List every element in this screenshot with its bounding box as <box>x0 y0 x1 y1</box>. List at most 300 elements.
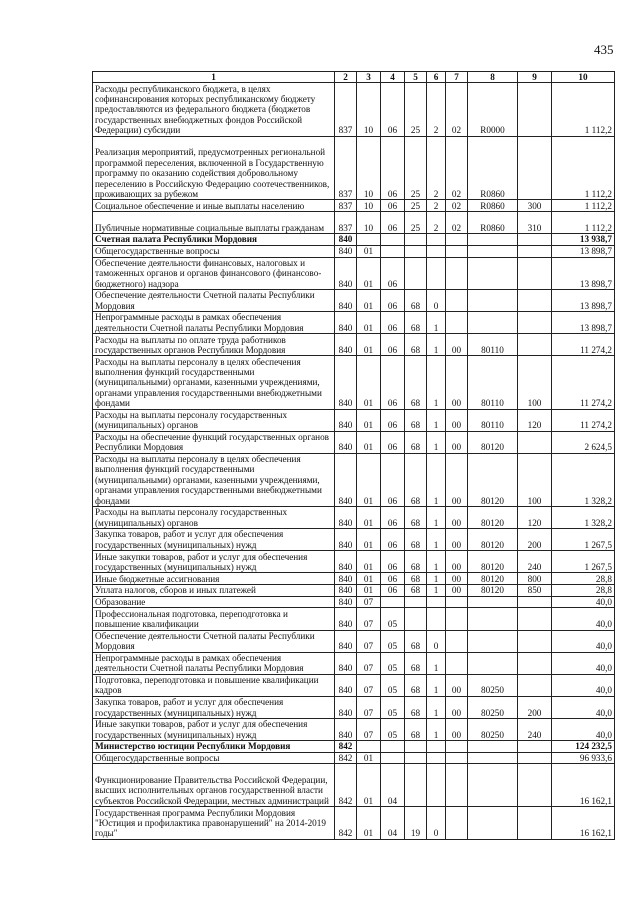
section-cell: 01 <box>357 551 381 573</box>
table-row <box>93 409 615 431</box>
program-cell <box>405 596 427 608</box>
program-cell: 68 <box>405 507 427 529</box>
subsection-cell <box>381 245 405 257</box>
subsection-cell: 05 <box>381 674 405 696</box>
column-header-3: 3 <box>357 72 381 83</box>
code-cell: 842 <box>335 752 357 764</box>
program-cell <box>405 608 427 630</box>
program-cell: 25 <box>405 136 427 200</box>
subsection-cell: 06 <box>381 212 405 234</box>
event-cell: 00 <box>446 529 468 551</box>
event-cell <box>446 608 468 630</box>
expense-type-cell: 300 <box>518 200 552 212</box>
program-cell: 68 <box>405 529 427 551</box>
code-cell: 837 <box>335 212 357 234</box>
column-header-2: 2 <box>335 72 357 83</box>
column-header-7: 7 <box>446 72 468 83</box>
expense-type-cell <box>518 608 552 630</box>
target-article-cell: 80250 <box>468 674 518 696</box>
code-cell: 840 <box>335 409 357 431</box>
expense-type-cell <box>518 764 552 807</box>
expense-type-cell <box>518 234 552 246</box>
program-cell <box>405 245 427 257</box>
target-article-cell <box>468 234 518 246</box>
event-cell <box>446 630 468 652</box>
subprogram-cell: 1 <box>427 312 446 334</box>
program-cell: 68 <box>405 652 427 674</box>
event-cell: 02 <box>446 200 468 212</box>
program-cell: 68 <box>405 431 427 453</box>
code-cell: 840 <box>335 630 357 652</box>
target-article-cell <box>468 807 518 840</box>
column-header-4: 4 <box>381 72 405 83</box>
table-row <box>93 585 615 597</box>
amount-cell: 13 898,7 <box>552 290 615 312</box>
amount-cell: 11 274,2 <box>552 334 615 356</box>
subsection-cell: 05 <box>381 630 405 652</box>
event-cell: 00 <box>446 718 468 740</box>
event-cell: 02 <box>446 212 468 234</box>
amount-cell: 11 274,2 <box>552 409 615 431</box>
target-article-cell: R0860 <box>468 200 518 212</box>
description-cell: Закупка товаров, работ и услуг для обеспечения государственных (муниципальных) нужд <box>93 529 335 551</box>
program-cell <box>405 741 427 753</box>
column-header-5: 5 <box>405 72 427 83</box>
table-row <box>93 807 615 840</box>
description-cell: Расходы на выплаты по оплате труда работников государственных органов Республики Мордовия <box>93 334 335 356</box>
target-article-cell: 80120 <box>468 507 518 529</box>
expense-type-cell <box>518 290 552 312</box>
target-article-cell <box>468 630 518 652</box>
event-cell: 00 <box>446 453 468 506</box>
subprogram-cell <box>427 257 446 290</box>
expense-type-cell <box>518 652 552 674</box>
table-row <box>93 334 615 356</box>
amount-cell: 1 112,2 <box>552 136 615 200</box>
code-cell: 840 <box>335 585 357 597</box>
event-cell <box>446 752 468 764</box>
column-header-8: 8 <box>468 72 518 83</box>
target-article-cell <box>468 290 518 312</box>
description-cell: Иные бюджетные ассигнования <box>93 573 335 585</box>
section-cell: 01 <box>357 290 381 312</box>
description-cell: Профессиональная подготовка, переподготовка и повышение квалификации <box>93 608 335 630</box>
program-cell: 68 <box>405 453 427 506</box>
section-cell: 07 <box>357 674 381 696</box>
code-cell: 840 <box>335 507 357 529</box>
subsection-cell: 06 <box>381 585 405 597</box>
subprogram-cell: 0 <box>427 807 446 840</box>
table-row <box>93 674 615 696</box>
amount-cell: 2 624,5 <box>552 431 615 453</box>
subprogram-cell <box>427 764 446 807</box>
program-cell <box>405 257 427 290</box>
section-cell: 01 <box>357 453 381 506</box>
program-cell: 68 <box>405 573 427 585</box>
section-cell: 10 <box>357 136 381 200</box>
table-row <box>93 630 615 652</box>
target-article-cell <box>468 652 518 674</box>
subsection-cell: 04 <box>381 807 405 840</box>
target-article-cell <box>468 257 518 290</box>
table-row <box>93 431 615 453</box>
event-cell: 00 <box>446 356 468 409</box>
table-row <box>93 212 615 234</box>
subsection-cell: 05 <box>381 608 405 630</box>
section-cell: 01 <box>357 431 381 453</box>
table-row <box>93 136 615 200</box>
program-cell: 68 <box>405 674 427 696</box>
subprogram-cell: 0 <box>427 290 446 312</box>
code-cell: 840 <box>335 257 357 290</box>
subsection-cell: 05 <box>381 652 405 674</box>
target-article-cell <box>468 741 518 753</box>
subprogram-cell: 1 <box>427 334 446 356</box>
table-row <box>93 573 615 585</box>
expense-type-cell <box>518 741 552 753</box>
section-cell: 01 <box>357 507 381 529</box>
section-cell: 01 <box>357 573 381 585</box>
event-cell: 00 <box>446 585 468 597</box>
subsection-cell: 06 <box>381 551 405 573</box>
section-cell: 01 <box>357 752 381 764</box>
program-cell <box>405 752 427 764</box>
target-article-cell <box>468 764 518 807</box>
expense-type-cell: 240 <box>518 718 552 740</box>
expense-type-cell <box>518 136 552 200</box>
target-article-cell: 80110 <box>468 409 518 431</box>
event-cell: 00 <box>446 507 468 529</box>
target-article-cell: R0860 <box>468 212 518 234</box>
section-cell: 07 <box>357 696 381 718</box>
expense-type-cell <box>518 312 552 334</box>
table-row <box>93 83 615 136</box>
section-cell: 01 <box>357 257 381 290</box>
code-cell: 840 <box>335 596 357 608</box>
subsection-cell: 06 <box>381 573 405 585</box>
description-cell: Счетная палата Республики Мордовия <box>93 234 335 246</box>
event-cell <box>446 652 468 674</box>
expense-type-cell <box>518 807 552 840</box>
description-cell: Подготовка, переподготовка и повышение квалификации кадров <box>93 674 335 696</box>
code-cell: 840 <box>335 245 357 257</box>
description-cell: Обеспечение деятельности финансовых, налоговых и таможенных органов и органов финансового (финансово-бюджетного) надзора <box>93 257 335 290</box>
event-cell: 02 <box>446 136 468 200</box>
table-row <box>93 741 615 753</box>
event-cell <box>446 245 468 257</box>
section-cell: 07 <box>357 718 381 740</box>
description-cell: Непрограммные расходы в рамках обеспечения деятельности Счетной палаты Республики Мордовия <box>93 312 335 334</box>
target-article-cell: 80120 <box>468 431 518 453</box>
column-header-9: 9 <box>518 72 552 83</box>
description-cell: Иные закупки товаров, работ и услуг для обеспечения государственных (муниципальных) нужд <box>93 551 335 573</box>
target-article-cell <box>468 312 518 334</box>
description-cell: Обеспечение деятельности Счетной палаты Республики Мордовия <box>93 630 335 652</box>
section-cell: 01 <box>357 764 381 807</box>
event-cell: 02 <box>446 83 468 136</box>
subsection-cell: 06 <box>381 312 405 334</box>
event-cell: 00 <box>446 573 468 585</box>
table-row <box>93 290 615 312</box>
amount-cell: 40,0 <box>552 718 615 740</box>
amount-cell: 28,8 <box>552 585 615 597</box>
expense-type-cell <box>518 334 552 356</box>
code-cell: 840 <box>335 608 357 630</box>
code-cell: 840 <box>335 652 357 674</box>
expense-type-cell <box>518 83 552 136</box>
amount-cell: 40,0 <box>552 630 615 652</box>
subprogram-cell <box>427 234 446 246</box>
subprogram-cell <box>427 245 446 257</box>
subsection-cell: 06 <box>381 453 405 506</box>
program-cell: 68 <box>405 290 427 312</box>
table-row <box>93 453 615 506</box>
amount-cell: 40,0 <box>552 696 615 718</box>
table-row <box>93 764 615 807</box>
subsection-cell <box>381 741 405 753</box>
code-cell: 840 <box>335 290 357 312</box>
amount-cell: 40,0 <box>552 608 615 630</box>
subsection-cell: 06 <box>381 507 405 529</box>
section-cell: 01 <box>357 409 381 431</box>
subprogram-cell: 2 <box>427 136 446 200</box>
amount-cell: 13 898,7 <box>552 257 615 290</box>
expense-type-cell: 310 <box>518 212 552 234</box>
subprogram-cell <box>427 752 446 764</box>
expense-type-cell <box>518 431 552 453</box>
subprogram-cell: 1 <box>427 585 446 597</box>
section-cell: 01 <box>357 807 381 840</box>
description-cell: Министерство юстиции Республики Мордовия <box>93 741 335 753</box>
section-cell: 10 <box>357 200 381 212</box>
event-cell: 00 <box>446 696 468 718</box>
section-cell: 01 <box>357 334 381 356</box>
code-cell: 842 <box>335 807 357 840</box>
expense-type-cell: 800 <box>518 573 552 585</box>
subprogram-cell: 2 <box>427 83 446 136</box>
event-cell <box>446 234 468 246</box>
code-cell: 840 <box>335 718 357 740</box>
column-header-10: 10 <box>552 72 615 83</box>
expense-type-cell <box>518 630 552 652</box>
amount-cell: 13 938,7 <box>552 234 615 246</box>
table-row <box>93 752 615 764</box>
code-cell: 840 <box>335 696 357 718</box>
code-cell: 842 <box>335 741 357 753</box>
table-row <box>93 596 615 608</box>
subsection-cell <box>381 596 405 608</box>
description-cell: Расходы на выплаты персоналу государственных (муниципальных) органов <box>93 507 335 529</box>
target-article-cell: 80120 <box>468 585 518 597</box>
description-cell: Расходы на выплаты персоналу в целях обеспечения выполнения функций государственными (муниципальными) органами, казенными учреждениями, органами управления государственными внебюджетными фондами <box>93 453 335 506</box>
section-cell: 07 <box>357 608 381 630</box>
expense-type-cell: 120 <box>518 409 552 431</box>
event-cell <box>446 596 468 608</box>
target-article-cell: 80120 <box>468 551 518 573</box>
section-cell: 01 <box>357 356 381 409</box>
program-cell: 68 <box>405 718 427 740</box>
subsection-cell: 06 <box>381 257 405 290</box>
amount-cell: 13 898,7 <box>552 312 615 334</box>
amount-cell: 124 232,5 <box>552 741 615 753</box>
program-cell: 25 <box>405 200 427 212</box>
subsection-cell: 06 <box>381 409 405 431</box>
subprogram-cell <box>427 608 446 630</box>
subprogram-cell: 1 <box>427 529 446 551</box>
event-cell <box>446 312 468 334</box>
budget-table <box>92 71 615 840</box>
code-cell: 837 <box>335 200 357 212</box>
description-cell: Общегосударственные вопросы <box>93 752 335 764</box>
section-cell: 01 <box>357 529 381 551</box>
subsection-cell <box>381 234 405 246</box>
subprogram-cell: 0 <box>427 630 446 652</box>
program-cell: 25 <box>405 83 427 136</box>
program-cell: 68 <box>405 312 427 334</box>
description-cell: Функционирование Правительства Российской Федерации, высших исполнительных органов государственной власти субъектов Российской Федерации, местных администраций <box>93 764 335 807</box>
target-article-cell: 80120 <box>468 529 518 551</box>
expense-type-cell <box>518 245 552 257</box>
event-cell <box>446 764 468 807</box>
code-cell: 837 <box>335 83 357 136</box>
expense-type-cell <box>518 596 552 608</box>
target-article-cell: 80110 <box>468 334 518 356</box>
subsection-cell: 06 <box>381 83 405 136</box>
event-cell: 00 <box>446 409 468 431</box>
event-cell: 00 <box>446 674 468 696</box>
subsection-cell: 04 <box>381 764 405 807</box>
description-cell: Государственная программа Республики Мордовия "Юстиция и профилактика правонарушений" на 2014-2019 годы" <box>93 807 335 840</box>
program-cell: 68 <box>405 585 427 597</box>
table-row <box>93 718 615 740</box>
target-article-cell: 80250 <box>468 718 518 740</box>
subprogram-cell: 1 <box>427 453 446 506</box>
code-cell: 840 <box>335 453 357 506</box>
description-cell: Расходы республиканского бюджета, в целях софинансирования которых республиканскому бюджету предоставляются из федерального бюджета (бюджетов государственных внебюджетных фондов Российской Федерации) субсидии <box>93 83 335 136</box>
expense-type-cell: 100 <box>518 453 552 506</box>
code-cell: 837 <box>335 136 357 200</box>
subsection-cell: 06 <box>381 431 405 453</box>
table-body <box>93 83 615 839</box>
table-row <box>93 245 615 257</box>
subsection-cell: 06 <box>381 200 405 212</box>
subsection-cell: 05 <box>381 718 405 740</box>
description-cell: Обеспечение деятельности Счетной палаты Республики Мордовия <box>93 290 335 312</box>
subprogram-cell: 2 <box>427 212 446 234</box>
amount-cell: 1 328,2 <box>552 453 615 506</box>
amount-cell: 16 162,1 <box>552 764 615 807</box>
code-cell: 840 <box>335 312 357 334</box>
code-cell: 840 <box>335 551 357 573</box>
amount-cell: 16 162,1 <box>552 807 615 840</box>
amount-cell: 1 328,2 <box>552 507 615 529</box>
column-header-1: 1 <box>93 72 335 83</box>
table-row <box>93 312 615 334</box>
section-cell: 07 <box>357 596 381 608</box>
program-cell: 68 <box>405 334 427 356</box>
subprogram-cell <box>427 741 446 753</box>
subsection-cell: 06 <box>381 356 405 409</box>
subprogram-cell: 1 <box>427 652 446 674</box>
subsection-cell: 06 <box>381 290 405 312</box>
section-cell: 01 <box>357 245 381 257</box>
program-cell: 68 <box>405 696 427 718</box>
target-article-cell <box>468 608 518 630</box>
table-row <box>93 356 615 409</box>
event-cell <box>446 290 468 312</box>
code-cell: 840 <box>335 356 357 409</box>
program-cell: 25 <box>405 212 427 234</box>
table-row <box>93 551 615 573</box>
expense-type-cell: 850 <box>518 585 552 597</box>
target-article-cell: 80120 <box>468 573 518 585</box>
subprogram-cell: 1 <box>427 551 446 573</box>
event-cell <box>446 741 468 753</box>
code-cell: 840 <box>335 674 357 696</box>
code-cell: 840 <box>335 529 357 551</box>
amount-cell: 28,8 <box>552 573 615 585</box>
subsection-cell: 06 <box>381 334 405 356</box>
code-cell: 842 <box>335 764 357 807</box>
amount-cell: 1 112,2 <box>552 200 615 212</box>
subsection-cell: 06 <box>381 529 405 551</box>
table-row <box>93 529 615 551</box>
event-cell: 00 <box>446 551 468 573</box>
table-row <box>93 507 615 529</box>
table-row <box>93 200 615 212</box>
section-cell <box>357 741 381 753</box>
subprogram-cell: 1 <box>427 507 446 529</box>
target-article-cell <box>468 596 518 608</box>
section-cell: 10 <box>357 83 381 136</box>
description-cell: Расходы на обеспечение функций государственных органов Республики Мордовия <box>93 431 335 453</box>
description-cell: Общегосударственные вопросы <box>93 245 335 257</box>
code-cell: 840 <box>335 234 357 246</box>
amount-cell: 40,0 <box>552 652 615 674</box>
description-cell: Реализация мероприятий, предусмотренных региональной программой переселения, включенной в Государственную программу по оказанию содействия добровольному переселению в Российскую Федерацию соотечественников, проживающих за рубежом <box>93 136 335 200</box>
expense-type-cell: 200 <box>518 696 552 718</box>
column-header-6: 6 <box>427 72 446 83</box>
table-row <box>93 234 615 246</box>
subprogram-cell: 1 <box>427 356 446 409</box>
program-cell <box>405 764 427 807</box>
event-cell: 00 <box>446 334 468 356</box>
program-cell <box>405 234 427 246</box>
program-cell: 19 <box>405 807 427 840</box>
program-cell: 68 <box>405 551 427 573</box>
target-article-cell: R0860 <box>468 136 518 200</box>
subsection-cell: 06 <box>381 136 405 200</box>
expense-type-cell: 100 <box>518 356 552 409</box>
code-cell: 840 <box>335 431 357 453</box>
expense-type-cell: 200 <box>518 529 552 551</box>
amount-cell: 40,0 <box>552 674 615 696</box>
target-article-cell: 80250 <box>468 696 518 718</box>
section-cell: 01 <box>357 585 381 597</box>
description-cell: Расходы на выплаты персоналу в целях обеспечения выполнения функций государственными (муниципальными) органами, казенными учреждениями, органами управления государственными внебюджетными фондами <box>93 356 335 409</box>
expense-type-cell: 120 <box>518 507 552 529</box>
description-cell: Расходы на выплаты персоналу государственных (муниципальных) органов <box>93 409 335 431</box>
description-cell: Уплата налогов, сборов и иных платежей <box>93 585 335 597</box>
code-cell: 840 <box>335 573 357 585</box>
subprogram-cell: 1 <box>427 431 446 453</box>
subprogram-cell: 1 <box>427 718 446 740</box>
target-article-cell: R0000 <box>468 83 518 136</box>
target-article-cell <box>468 245 518 257</box>
section-cell: 07 <box>357 630 381 652</box>
page-number: 435 <box>594 42 614 57</box>
expense-type-cell: 240 <box>518 551 552 573</box>
